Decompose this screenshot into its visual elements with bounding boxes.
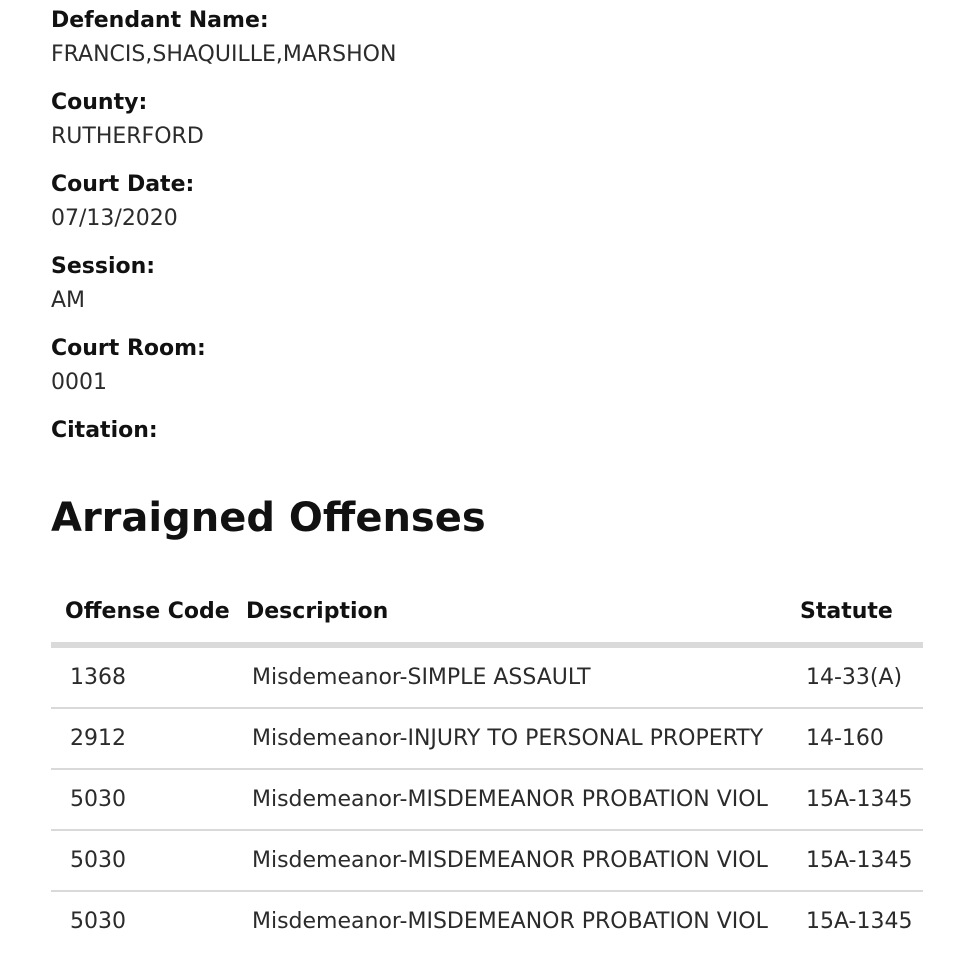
table-row	[51, 891, 923, 951]
offense-description-cell: Misdemeanor-SIMPLE ASSAULT	[244, 645, 794, 708]
table-row	[51, 769, 923, 830]
table-row	[51, 645, 923, 708]
offense-description-cell: Misdemeanor-MISDEMEANOR PROBATION VIOL	[252, 909, 768, 934]
county-field	[51, 82, 751, 164]
header-offense-code: Offense Code	[51, 580, 244, 645]
offense-statute-cell: 15A-1345	[794, 830, 923, 891]
session-value: AM	[51, 288, 86, 313]
header-statute: Statute	[794, 580, 923, 645]
offense-statute-cell: 15A-1345	[794, 769, 923, 830]
table-header-row	[51, 580, 923, 645]
offense-code-cell: 5030	[70, 909, 126, 934]
defendant-name-field	[51, 0, 751, 82]
offense-statute-cell: 14-33(A)	[794, 645, 923, 708]
offense-statute-cell: 15A-1345	[806, 909, 913, 934]
offense-code-cell: 1368	[51, 645, 244, 708]
defendant-name-value: FRANCIS,SHAQUILLE,MARSHON	[51, 42, 397, 67]
offense-description-cell: Misdemeanor-INJURY TO PERSONAL PROPERTY	[244, 708, 794, 769]
court-room-value: 0001	[51, 370, 107, 395]
court-room-label: Court Room:	[51, 336, 206, 361]
court-room-field	[51, 328, 751, 410]
offense-description-cell: Misdemeanor-MISDEMEANOR PROBATION VIOL	[244, 769, 794, 830]
table-row	[51, 830, 923, 891]
defendant-name-label: Defendant Name:	[51, 8, 269, 33]
court-date-field	[51, 164, 751, 246]
header-description: Description	[244, 580, 794, 645]
offense-code-cell: 5030	[51, 830, 244, 891]
offenses-table	[51, 580, 923, 951]
arraigned-offenses-heading: Arraigned Offenses	[51, 495, 486, 541]
session-field	[51, 246, 751, 328]
offense-description-cell: Misdemeanor-MISDEMEANOR PROBATION VIOL	[244, 830, 794, 891]
defendant-details	[51, 0, 751, 492]
offense-code-cell: 2912	[51, 708, 244, 769]
session-label: Session:	[51, 254, 156, 279]
court-date-value: 07/13/2020	[51, 206, 178, 231]
offense-code-cell: 5030	[51, 769, 244, 830]
county-label: County:	[51, 90, 148, 115]
offense-statute-cell: 14-160	[794, 708, 923, 769]
court-date-label: Court Date:	[51, 172, 195, 197]
citation-field	[51, 410, 751, 492]
county-value: RUTHERFORD	[51, 124, 204, 149]
table-row	[51, 708, 923, 769]
citation-label: Citation:	[51, 418, 158, 443]
